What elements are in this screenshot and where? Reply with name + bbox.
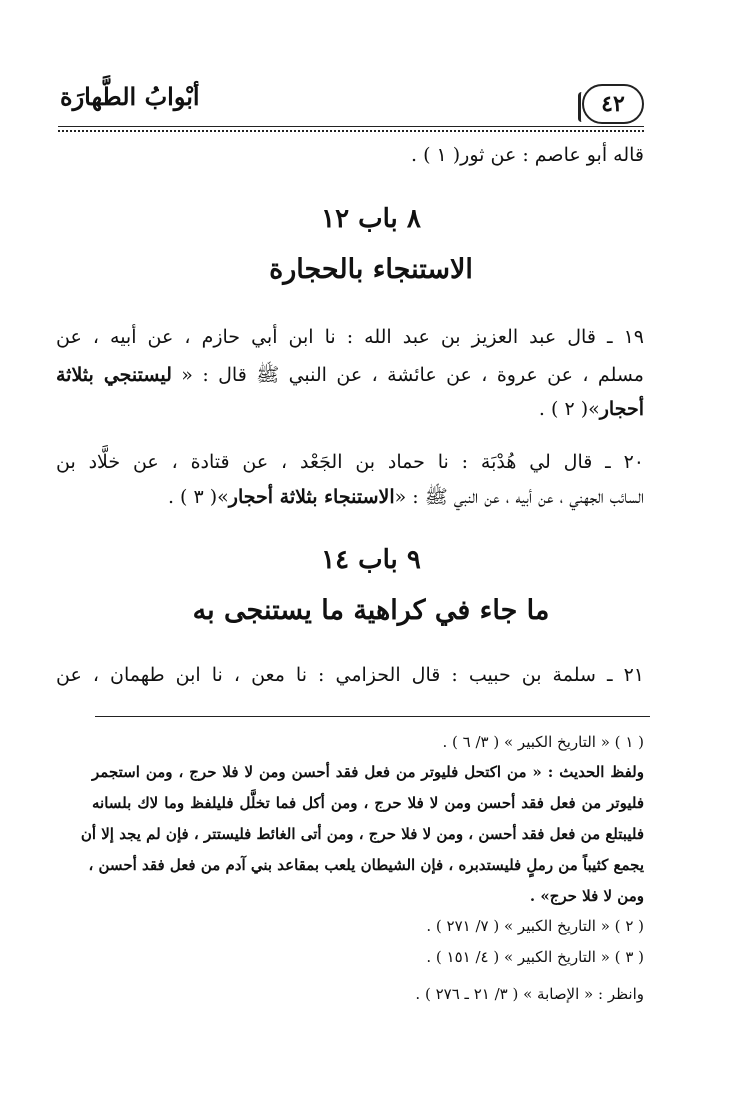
hadith-20-matn: الاستنجاء بثلاثة أحجار	[228, 486, 395, 508]
footnote-1: ( ١ ) « التاريخ الكبير » ( ٣/ ٦ ) .	[442, 733, 644, 751]
hadith-20-text: السائب الجهني ، عن أبيه ، عن النبي ﷺ : «	[394, 486, 644, 508]
section-number-2: ٩ باب ١٤	[321, 545, 421, 575]
hadith-19-line-1: ١٩ ـ قال عبد العزيز بن عبد الله : نا ابن أبي حازم ، عن أبيه ، عن	[56, 326, 644, 348]
footnote-1-text-5: ومن لا فلا حرج» .	[529, 887, 644, 905]
section-number-1: ٨ باب ١٢	[321, 204, 421, 234]
footnote-1-text-3: فليبتلع من فعل فقد أحسن ، ومن لا فلا حرج ، ومن أتى الغائط فليستتر ، فإن لم يجد إلا أن	[80, 825, 644, 843]
hadith-21-line-1: ٢١ ـ سلمة بن حبيب : قال الحزامي : نا معن ، نا ابن طهمان ، عن	[56, 664, 644, 686]
hadith-19-matn: ليستنجي بثلاثة	[56, 364, 172, 386]
footnote-1-text-4: يجمع كثيباً من رملٍ فليستدبره ، فإن الشيطان يلعب بمقاعد بني آدم من فعل فقد أحسن ،	[88, 856, 644, 874]
footnote-3: ( ٣ ) « التاريخ الكبير » ( ٤/ ١٥١ ) .	[426, 948, 644, 966]
hadith-20-footnote-ref: »( ٣ ) .	[167, 486, 229, 508]
footnote-3-see-also: وانظر : « الإصابة » ( ٣/ ٢١ ـ ٢٧٦ ) .	[415, 985, 644, 1003]
footnote-1-text-2: فليوتر من فعل فقد أحسن ومن لا فلا حرج ، ومن أكل فما تخلَّل فليلفظ وما لاك بلسانه	[92, 794, 644, 812]
page-number: ٤٢	[582, 84, 644, 124]
intro-line: قاله أبو عاصم : عن ثور( ١ ) .	[410, 144, 644, 166]
hadith-19-line-2	[56, 360, 644, 390]
section-title-2: ما جاء في كراهية ما يستنجى به	[192, 595, 550, 626]
footnote-2: ( ٢ ) « التاريخ الكبير » ( ٧/ ٢٧١ ) .	[426, 917, 644, 935]
hadith-20-line-2	[56, 482, 644, 512]
footnote-1-text-1: ولفظ الحديث : « من اكتحل فليوتر من فعل فقد أحسن ومن لا فلا حرج ، ومن استجمر	[92, 763, 644, 781]
footnote-divider	[95, 716, 650, 717]
running-title: أبْوابُ الطَّهارَة	[60, 82, 200, 111]
hadith-19-text: مسلم ، عن عروة ، عن عائشة ، عن النبي ﷺ قال : «	[181, 364, 644, 386]
header-divider	[58, 126, 644, 132]
hadith-19-line-3	[56, 394, 644, 424]
hadith-19-matn-end: أحجار	[599, 398, 644, 420]
section-title-1: الاستنجاء بالحجارة	[269, 254, 473, 285]
hadith-20-line-1: ٢٠ ـ قال لي هُدْبَة : نا حماد بن الجَعْد ، عن قتادة ، عن خلَّاد بن	[56, 451, 644, 473]
hadith-19-footnote-ref: »( ٢ ) .	[538, 398, 600, 420]
